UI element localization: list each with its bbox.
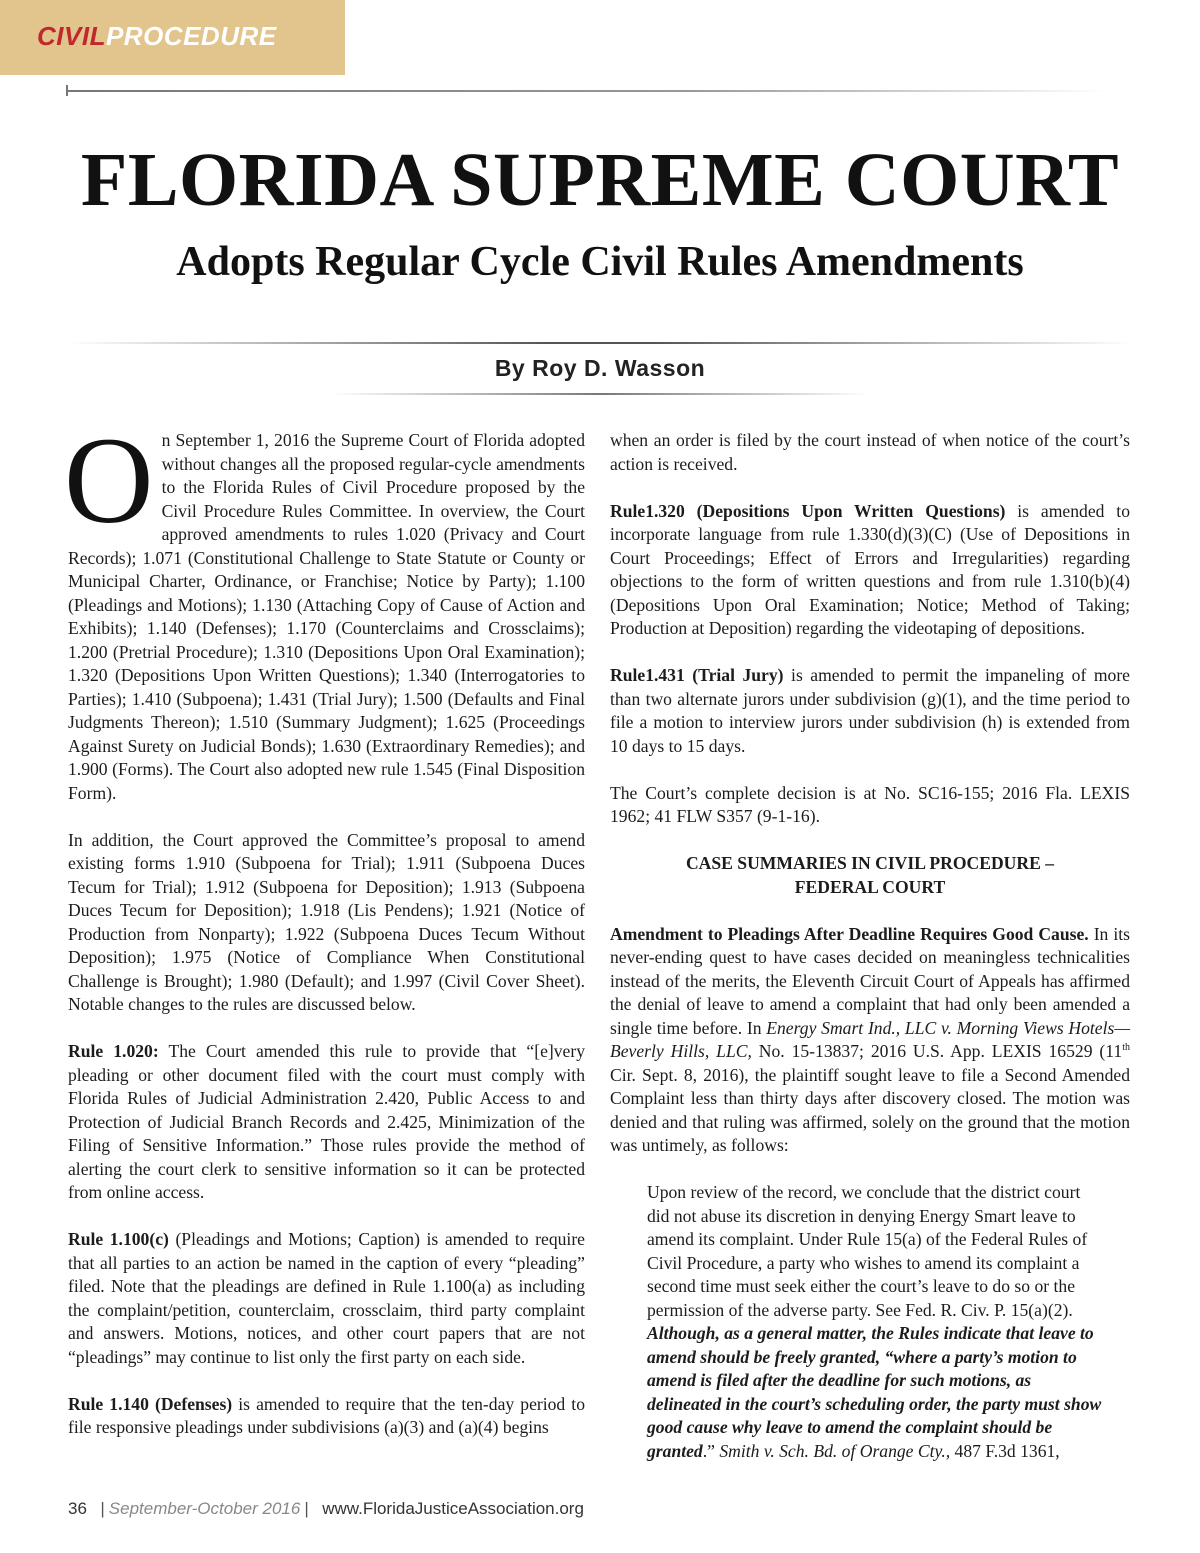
byline-rule-top xyxy=(67,342,1133,344)
rule-1140-paragraph xyxy=(68,1393,585,1440)
rule-1100-text: (Pleadings and Motions; Caption) is amended to require that all parties to an action be named in the caption of every “pleading” filed. Note that the pleadings are defined in Rule 1.100(a) as including the complaint/petition, counterclaim, crossclaim, third party complaint and answers. Motions, notices, and other court papers that are not “pleadings” may continue to list only the first party on each side. xyxy=(68,1229,585,1367)
forms-paragraph: In addition, the Court approved the Committee’s proposal to amend existing forms 1.910 (Subpoena for Trial); 1.911 (Subpoena Duces Tecum for Trial); 1.912 (Subpoena for Deposition); 1.913 (Subpoena Duces Tecum for Deposition); 1.918 (Lis Pendens); 1.921 (Notice of Production from Nonparty); 1.922 (Subpoena Duces Tecum Without Deposition); 1.975 (Notice of Compliance When Constitutional Challenge is Brought); 1.980 (Default); and 1.997 (Civil Cover Sheet). Notable changes to the rules are discussed below. xyxy=(68,829,585,1014)
rule-1020-heading: Rule 1.020: xyxy=(68,1041,159,1061)
amendment-heading: Amendment to Pleadings After Deadline Requires Good Cause. xyxy=(610,923,1089,944)
article-title: FLORIDA SUPREME COURT xyxy=(80,138,1120,222)
ordinal-suffix: th xyxy=(1122,1042,1130,1054)
rule-1320-paragraph xyxy=(610,500,1130,641)
rule-1140-heading: Rule 1.140 (Defenses) xyxy=(68,1393,233,1414)
rule-1100-paragraph xyxy=(68,1228,585,1369)
amendment-text-a: In its never-ending quest to have cases decided on meaningless technicalities instead of the merits, the Eleventh Circuit Court of Appeals has affirmed the denial of leave to amend a complaint that had only been amended a single time before. In xyxy=(610,923,1130,1038)
issue-date: September-October 2016 xyxy=(108,1499,301,1518)
section-label xyxy=(37,21,277,51)
amendment-text-b: No. 15-13837; 2016 U.S. App. LEXIS 16529 (11 xyxy=(751,1041,1123,1061)
rule-1140-text: is amended to require that the ten-day period to file responsive pleadings under subdivisions (a)(3) and (a)(4) begins xyxy=(68,1393,585,1437)
quote-citation: Smith v. Sch. Bd. of Orange Cty., xyxy=(719,1440,951,1461)
byline-rule-bottom xyxy=(330,393,870,395)
intro-text: n September 1, 2016 the Supreme Court of Florida adopted without changes all the proposed regular-cycle amendments to the Florida Rules of Civil Procedure proposed by the Civil Procedure Rules Committee. In overview, the Court approved amendments to rules 1.020 (Privacy and Court Records); 1.071 (Constitutional Challenge to State Statute or County or Municipal Charter, Ordinance, or Franchise; Notice by Party); 1.100 (Pleadings and Motions); 1.130 (Attaching Copy of Cause of Action and Exhibits); 1.140 (Defenses); 1.170 (Counterclaims and Crossclaims); 1.200 (Pretrial Procedure); 1.310 (Depositions Upon Oral Examination); 1.320 (Depositions Upon Written Questions); 1.340 (Interrogatories to Parties); 1.410 (Subpoena); 1.431 (Trial Jury); 1.500 (Defaults and Final Judgments Thereon); 1.510 (Summary Judgment); 1.625 (Proceedings Against Surety on Judicial Bonds); 1.630 (Extraordinary Remedies); and 1.900 (Forms). The Court also adopted new rule 1.545 (Final Disposition Form). xyxy=(68,430,585,803)
byline: By Roy D. Wasson xyxy=(494,355,706,381)
case-name: Energy Smart Ind., LLC v. Morning Views Hotels—Beverly Hills, LLC, xyxy=(610,1017,1130,1061)
block-quote xyxy=(647,1181,1105,1463)
section-word-procedure: PROCEDURE xyxy=(105,21,277,51)
rule-1020-paragraph xyxy=(68,1040,585,1205)
rule-1020-text: The Court amended this rule to provide that “[e]very pleading or other document filed with the court must comply with Florida Rules of Judicial Administration 2.420, Public Access to and Protection of Judicial Branch Records and 2.425, Minimization of the Filing of Sensitive Information.” Those rules provide the method of alerting the court clerk to sensitive information so it can be protected from online access. xyxy=(68,1041,586,1202)
quote-text-b: .” xyxy=(702,1440,720,1461)
right-column xyxy=(610,429,1130,1463)
quote-text-a: Upon review of the record, we conclude that the district court did not abuse its discretion in denying Energy Smart leave to amend its complaint. Under Rule 15(a) of the Federal Rules of Civil Procedure, a party who wishes to amend its complaint a second time must seek either the court’s leave to do so or the permission of the adverse party. See Fed. R. Civ. P. 15(a)(2). xyxy=(647,1182,1088,1320)
amendment-text-c: Cir. Sept. 8, 2016), the plaintiff sought leave to file a Second Amended Complaint less than thirty days after discovery closed. The motion was denied and that ruling was affirmed, solely on the ground that the motion was untimely, as follows: xyxy=(610,1064,1130,1155)
website-link[interactable]: www.FloridaJusticeAssociation.org xyxy=(322,1499,584,1518)
article-subtitle: Adopts Regular Cycle Civil Rules Amendments xyxy=(176,239,1024,285)
rule-1431-heading: Rule1.431 (Trial Jury) xyxy=(610,665,784,685)
intro-paragraph xyxy=(64,412,585,805)
rule-1320-heading: Rule1.320 (Depositions Upon Written Questions) xyxy=(610,500,1006,521)
case-heading-line2: FEDERAL COURT xyxy=(794,876,946,897)
left-column xyxy=(64,412,586,1440)
case-summaries-heading xyxy=(610,852,1130,899)
case-heading-line1: CASE SUMMARIES IN CIVIL PROCEDURE – xyxy=(685,853,1055,873)
rule-1100-heading: Rule 1.100(c) xyxy=(68,1229,169,1249)
quote-text-c: 487 F.3d 1361, xyxy=(950,1440,1060,1461)
footer-separator: | xyxy=(304,1499,319,1518)
header-rule xyxy=(67,90,1107,92)
footer-separator: | xyxy=(90,1499,105,1518)
amendment-paragraph xyxy=(610,923,1130,1158)
page-number: 36 xyxy=(68,1499,87,1518)
page-footer xyxy=(68,1498,584,1520)
quote-emphasis: Although, as a general matter, the Rules indicate that leave to amend should be freely granted, “where a party’s motion to amend is filed after the deadline for such motions, as delineated in the court’s scheduling order, the party must show good cause why leave to amend the complaint should be granted xyxy=(647,1323,1102,1461)
rule-1320-text: is amended to incorporate language from rule 1.330(d)(3)(C) (Use of Depositions in Court Proceedings; Effect of Errors and Irregularities) regarding objections to the form of written questions and from rule 1.310(b)(4) (Depositions Upon Oral Examination; Notice; Method of Taking; Production at Deposition) regarding the videotaping of depositions. xyxy=(610,500,1130,638)
continuation-paragraph: when an order is filed by the court instead of when notice of the court’s action is received. xyxy=(610,430,1130,474)
rule-1431-text: is amended to permit the impaneling of more than two alternate jurors under subdivision (g)(1), and the time period to file a motion to interview jurors under subdivision (h) is extended from 10 days to 15 days. xyxy=(610,665,1130,756)
drop-cap: O xyxy=(64,412,154,549)
rule-1431-paragraph xyxy=(610,664,1130,758)
section-tab xyxy=(0,0,345,75)
section-word-civil: CIVIL xyxy=(37,21,106,51)
decision-citation-paragraph: The Court’s complete decision is at No. SC16-155; 2016 Fla. LEXIS 1962; 41 FLW S357 (9-1-16). xyxy=(610,782,1130,826)
